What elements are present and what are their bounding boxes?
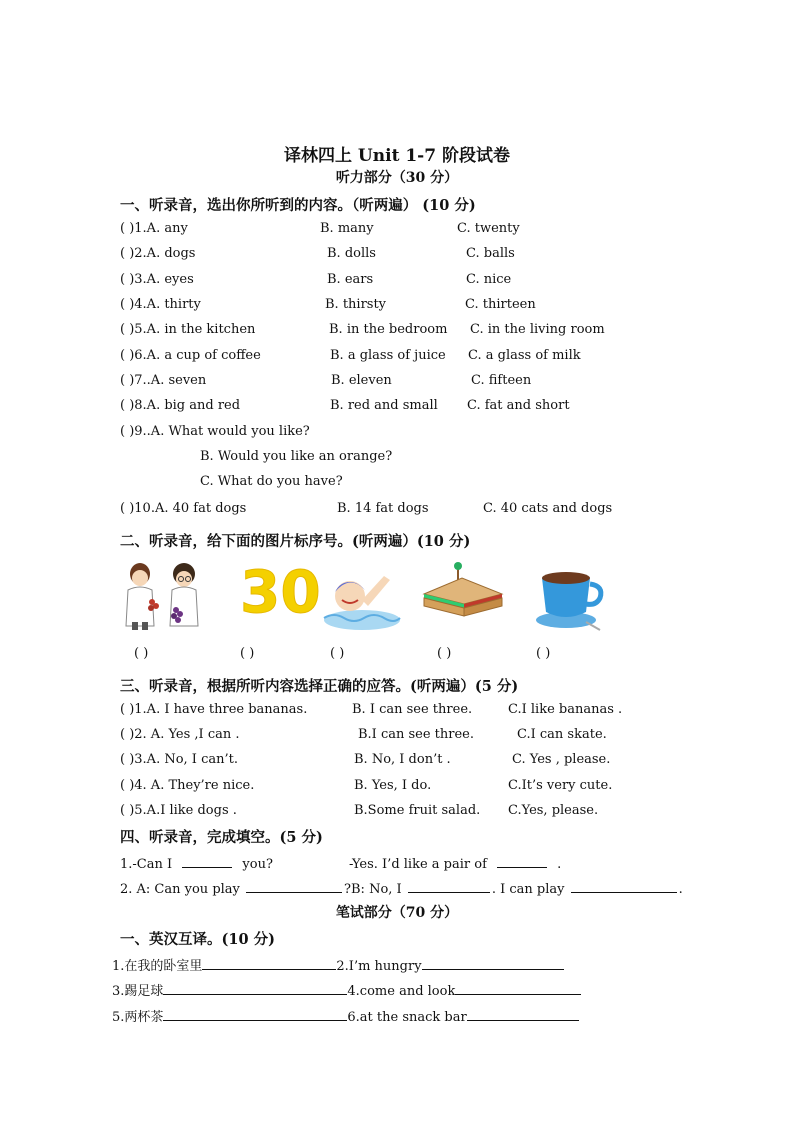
translate-1: 1.在我的卧室里 — [112, 959, 203, 974]
option-b: B. many — [320, 221, 374, 236]
picture-row — [0, 560, 794, 640]
translate-blank-2[interactable] — [422, 956, 564, 970]
number-30-picture: 30 — [240, 558, 321, 626]
option-a: ( )10.A. 40 fat dogs — [120, 501, 247, 516]
option-a: ( )1.A. any — [120, 221, 188, 236]
picture-answer-1[interactable]: ( ) — [134, 646, 149, 661]
fill-1-reply-end: . — [557, 857, 562, 872]
listening-header: 听力部分（30 分） — [335, 170, 459, 186]
option-b: B. Yes, I do. — [354, 778, 432, 793]
option-b: B. No, I don’t . — [354, 752, 451, 767]
option-c: C. a glass of milk — [468, 348, 581, 363]
part2-heading: 二、听录音，给下面的图片标序号。(听两遍）(10 分) — [120, 533, 471, 550]
blank-2[interactable] — [497, 854, 547, 868]
option-b: B. thirsty — [325, 297, 387, 312]
translate-6: 6.at the snack bar — [347, 1010, 467, 1025]
fill-2-d: . — [678, 882, 683, 897]
part1-heading: 一、听录音，选出你所听到的内容。（听两遍） (10 分) — [120, 197, 476, 214]
translate-4: 4.come and look — [347, 984, 456, 999]
option-b: B. Would you like an orange? — [200, 449, 393, 464]
sandwich-picture — [420, 560, 506, 632]
people-with-grapes-picture — [118, 560, 208, 632]
option-b: B. dolls — [327, 246, 376, 261]
translate-blank-6[interactable] — [467, 1007, 579, 1021]
translate-5: 5.两杯茶 — [112, 1010, 164, 1025]
fill-1-suffix: you? — [242, 857, 273, 872]
option-a: ( )3.A. No, I can’t. — [120, 752, 238, 767]
option-c: C. thirteen — [465, 297, 536, 312]
fill-line-1 — [120, 854, 273, 872]
swimming-picture — [322, 560, 402, 632]
option-b: B. eleven — [331, 373, 392, 388]
option-b: B. red and small — [330, 398, 438, 413]
option-c: C.I like bananas . — [508, 702, 623, 717]
option-c: C. nice — [466, 272, 512, 287]
fill-line-2 — [120, 879, 683, 897]
fill-1-prefix: 1.-Can I — [120, 857, 173, 872]
option-b: B. 14 fat dogs — [337, 501, 429, 516]
blank-1[interactable] — [182, 854, 232, 868]
fill-2-b: ?B: No, I — [344, 882, 402, 897]
part5-heading: 一、英汉互译。(10 分) — [120, 931, 275, 948]
option-a: ( )6.A. a cup of coffee — [120, 348, 261, 363]
option-b: B. ears — [327, 272, 374, 287]
option-b: B. in the bedroom — [329, 322, 448, 337]
fill-2-a: 2. A: Can you play — [120, 882, 240, 897]
translate-row-3 — [112, 1006, 579, 1025]
option-c: C. twenty — [457, 221, 520, 236]
option-a: ( )2. A. Yes ,I can . — [120, 727, 240, 742]
fill-line-1-reply — [349, 854, 561, 872]
option-b: B. a glass of juice — [330, 348, 446, 363]
option-c: C. in the living room — [470, 322, 605, 337]
translate-row-2 — [112, 980, 581, 999]
blank-4[interactable] — [408, 879, 490, 893]
option-a: ( )3.A. eyes — [120, 272, 194, 287]
option-c: C. Yes , please. — [512, 752, 611, 767]
option-a: ( )2.A. dogs — [120, 246, 196, 261]
option-a: ( )5.A.I like dogs . — [120, 803, 237, 818]
option-b: B. I can see three. — [352, 702, 473, 717]
option-b: B.I can see three. — [358, 727, 475, 742]
part4-heading: 四、听录音，完成填空。(5 分) — [120, 829, 323, 846]
option-a: ( )4. A. They’re nice. — [120, 778, 255, 793]
fill-2-c: . I can play — [491, 882, 565, 897]
option-a: ( )9..A. What would you like? — [120, 424, 310, 439]
picture-answer-3[interactable]: ( ) — [330, 646, 345, 661]
option-c: C.I can skate. — [517, 727, 607, 742]
translate-blank-5[interactable] — [163, 1007, 347, 1021]
picture-answer-5[interactable]: ( ) — [536, 646, 551, 661]
translate-blank-4[interactable] — [455, 981, 581, 995]
option-b: B.Some fruit salad. — [354, 803, 481, 818]
translate-row-1 — [112, 955, 564, 974]
part3-heading: 三、听录音，根据所听内容选择正确的应答。(听两遍）(5 分) — [120, 678, 519, 695]
exam-title: 译林四上 Unit 1-7 阶段试卷 — [284, 146, 510, 166]
option-a: ( )5.A. in the kitchen — [120, 322, 256, 337]
option-c: C.It’s very cute. — [508, 778, 613, 793]
fill-1-reply-text: -Yes. I’d like a pair of — [349, 857, 487, 872]
option-a: ( )4.A. thirty — [120, 297, 201, 312]
translate-blank-3[interactable] — [163, 981, 347, 995]
option-c: C. fat and short — [467, 398, 570, 413]
option-c: C. 40 cats and dogs — [483, 501, 613, 516]
translate-3: 3.踢足球 — [112, 984, 164, 999]
translate-2: 2.I’m hungry — [336, 959, 422, 974]
picture-answer-2[interactable]: ( ) — [240, 646, 255, 661]
picture-answer-4[interactable]: ( ) — [437, 646, 452, 661]
option-c: C. fifteen — [471, 373, 532, 388]
translate-blank-1[interactable] — [202, 956, 336, 970]
blank-3[interactable] — [246, 879, 342, 893]
option-c: C. What do you have? — [200, 474, 343, 489]
option-a: ( )8.A. big and red — [120, 398, 241, 413]
option-a: ( )1.A. I have three bananas. — [120, 702, 308, 717]
option-c: C. balls — [466, 246, 515, 261]
option-a: ( )7..A. seven — [120, 373, 207, 388]
blank-5[interactable] — [571, 879, 677, 893]
writing-header: 笔试部分（70 分） — [335, 905, 459, 921]
option-c: C.Yes, please. — [508, 803, 599, 818]
coffee-cup-picture — [528, 560, 608, 632]
